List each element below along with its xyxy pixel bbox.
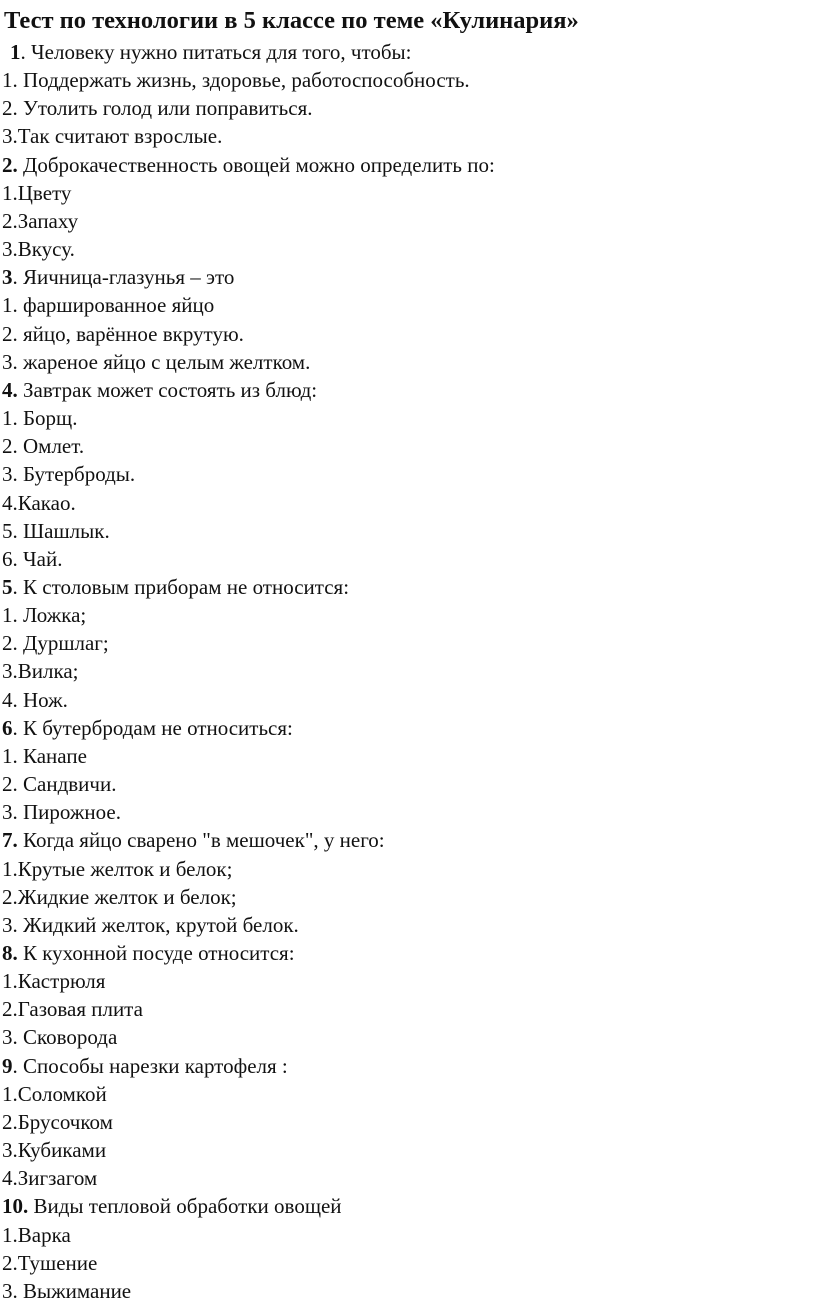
answer-option: 1.Крутые желток и белок; [2,856,233,881]
question-number: 2. [2,152,18,177]
answer-option: 1. фаршированное яйцо [2,293,215,318]
question-text: Виды тепловой обработки овощей [28,1194,342,1219]
answer-option: 6. Чай. [2,546,63,571]
question-text: Доброкачественность овощей можно определить по: [17,152,495,177]
question-number: 4. [2,377,18,402]
question-number-dot: . [20,40,26,64]
answer-option: 2.Газовая плита [2,997,143,1022]
question-text: Способы нарезки картофеля : [17,1053,288,1078]
answer-option: 3. Сковорода [2,1025,118,1050]
question-10 [2,1192,816,1220]
answer-option: 4. Нож. [2,687,68,712]
answer-option: 3. жареное яйцо с целым желтком. [2,349,311,374]
answer-option: 1. Поддержать жизнь, здоровье, работоспособность. [2,68,470,93]
answer-option: 1.Цвету [2,180,72,205]
question-9 [2,1052,816,1080]
question-8 [2,939,816,967]
answer-option: 1. Канапе [2,743,87,768]
answer-option: 1. Ложка; [2,603,87,628]
question-number-dot: . [12,265,18,290]
question-number: 7. [2,828,18,853]
question-text: Когда яйцо сварено "в мешочек", у него: [17,828,385,853]
answer-option: 4.Зигзагом [2,1166,98,1191]
answer-option: 3.Вкусу. [2,237,75,262]
question-number-dot: . [12,715,18,740]
answer-option: 5. Шашлык. [2,518,110,543]
answer-option: 2.Жидкие желток и белок; [2,884,237,909]
answer-option: 1. Борщ. [2,406,78,431]
answer-option: 2. яйцо, варённое вкрутую. [2,321,244,346]
question-number: 6 [2,715,13,740]
question-7 [2,826,816,854]
answer-option: 3. Бутерброды. [2,462,136,487]
answer-option: 3.Вилка; [2,659,79,684]
question-3 [2,263,816,291]
question-number: 9 [2,1053,13,1078]
answer-option: 3. Выжимание [2,1278,132,1303]
question-text: К кухонной посуде относится: [17,941,295,965]
question-text: К бутербродам не относиться: [17,715,293,740]
question-1 [2,38,816,66]
answer-option: 2. Дуршлаг; [2,631,109,656]
answer-option: 1.Соломкой [2,1081,107,1106]
answer-option: 4.Какао. [2,490,76,515]
question-number-dot: . [12,574,18,599]
answer-option: 2.Запаху [2,208,79,233]
question-5 [2,573,816,601]
answer-option: 2. Утолить голод или поправиться. [2,96,313,121]
question-text: К столовым приборам не относится: [17,574,350,599]
answer-option: 2. Омлет. [2,434,85,459]
question-text: Завтрак может состоять из блюд: [17,377,318,402]
answer-option: 2. Сандвичи. [2,772,117,797]
question-number: 8. [2,941,18,965]
answer-option: 1.Варка [2,1222,71,1247]
question-number: 5 [2,574,13,599]
question-text: Человеку нужно питаться для того, чтобы: [25,40,412,64]
question-4 [2,376,816,404]
document-title: Тест по технологии в 5 классе по теме «Кулинария» [4,7,579,34]
answer-option: 3. Пирожное. [2,800,121,825]
question-number-dot: . [12,1053,18,1078]
question-number: 3 [2,265,13,290]
answer-option: 1.Кастрюля [2,969,106,994]
answer-option: 2.Тушение [2,1250,98,1275]
quiz-body [2,38,816,1305]
question-text: Яичница-глазунья – это [17,265,235,290]
answer-option: 3. Жидкий желток, крутой белок. [2,912,299,937]
answer-option: 3.Так считают взрослые. [2,124,223,149]
question-2 [2,151,816,179]
answer-option: 3.Кубиками [2,1138,107,1163]
question-6 [2,714,816,742]
question-number: 10. [2,1194,29,1219]
question-number: 1 [10,40,21,64]
answer-option: 2.Брусочком [2,1109,113,1134]
